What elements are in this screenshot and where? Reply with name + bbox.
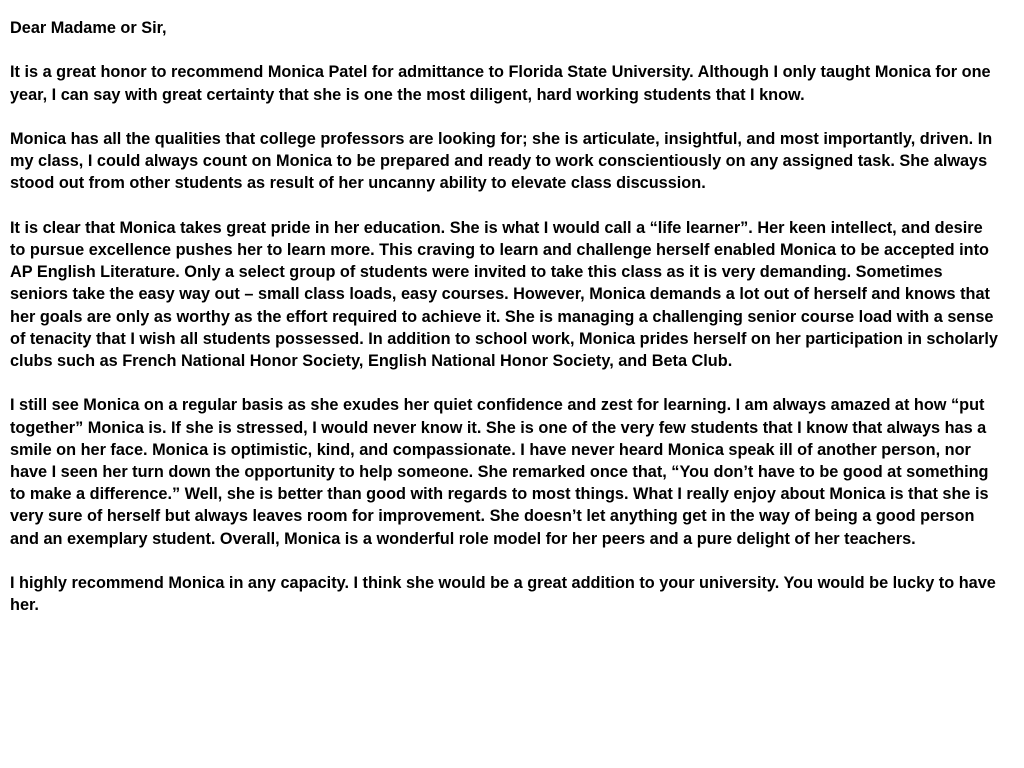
- letter-paragraph-character: I still see Monica on a regular basis as she exudes her quiet confidence and zest for learning. I am always amazed at how “put together” Monica is. If she is stressed, I would never know it. She is one of the very few students that I know that always has a smile on her face. Monica is optimistic, kind, and compassionate. I have never heard Monica speak ill of another person, nor have I seen her turn down the opportunity to help someone. She remarked once that, “You don’t have to be good at something to make a difference.” Well, she is better than good with regards to most things. What I really enjoy about Monica is that she is very sure of herself but always leaves room for improvement. She doesn’t let anything get in the way of being a good person and an exemplary student. Overall, Monica is a wonderful role model for her peers and a pure delight of her teachers.: [10, 396, 989, 548]
- letter-paragraph-education: It is clear that Monica takes great pride in her education. She is what I would call a “life learner”. Her keen intellect, and desire to pursue excellence pushes her to learn more. This craving to learn and challenge herself enabled Monica to be accepted into AP English Literature. Only a select group of students were invited to take this class as it is very demanding. Sometimes seniors take the easy way out – small class loads, easy courses. However, Monica demands a lot out of herself and knows that her goals are only as worthy as the effort required to achieve it. She is managing a challenging senior course load with a sense of tenacity that I wish all students possessed. In addition to school work, Monica prides herself on her participation in scholarly clubs such as French National Honor Society, English National Honor Society, and Beta Club.: [10, 218, 998, 370]
- letter-salutation: Dear Madame or Sir,: [10, 19, 167, 37]
- letter-paragraph-qualities: Monica has all the qualities that college professors are looking for; she is articulate, insightful, and most importantly, driven. In my class, I could always count on Monica to be prepared and ready to work conscientiously on any assigned task. She always stood out from other students as result of her uncanny ability to elevate class discussion.: [10, 129, 993, 193]
- letter-paragraph-closing: I highly recommend Monica in any capacity. I think she would be a great addition to your university. You would be lucky to have her.: [10, 574, 996, 615]
- recommendation-letter: [10, 17, 1000, 639]
- letter-paragraph-intro: It is a great honor to recommend Monica Patel for admittance to Florida State University. Although I only taught Monica for one year, I can say with great certainty that she is one the most diligent, hard working students that I know.: [10, 63, 991, 104]
